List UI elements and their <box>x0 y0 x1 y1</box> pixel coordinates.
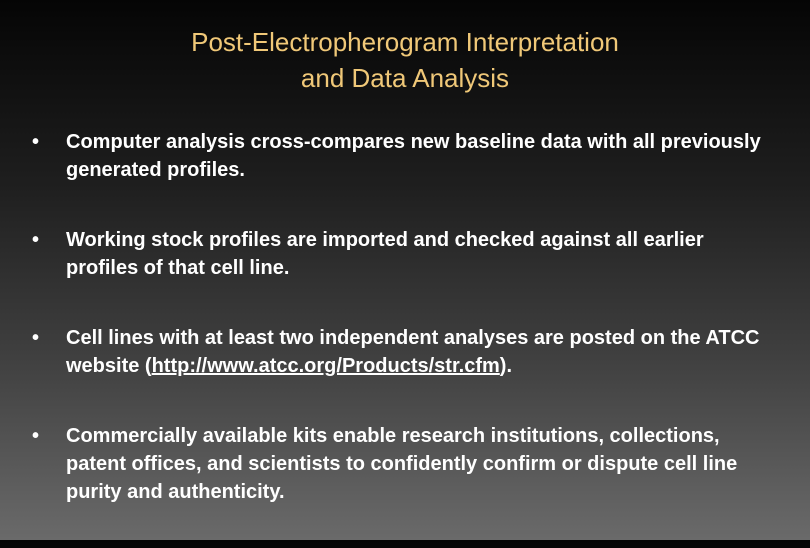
bullet-item <box>32 324 772 380</box>
bullet-text-after-link: ). <box>499 355 512 377</box>
bullet-dot: • <box>32 425 40 447</box>
bullet-text: Computer analysis cross-compares new baseline data with all previously generated profiles. <box>66 131 761 181</box>
bullet-text <box>66 327 759 377</box>
bullet-dot: • <box>32 327 40 349</box>
bullet-item <box>32 422 772 506</box>
bullet-dot: • <box>32 131 40 153</box>
bullet-text-before-link: Cell lines with at least two independent analyses are posted on the ATCC website ( <box>66 327 760 377</box>
atcc-website-link[interactable]: http://www.atcc.org/Products/str.cfm <box>151 355 500 377</box>
bullet-item <box>32 226 772 282</box>
slide-title-line-1: Post-Electropherogram Interpretation <box>191 27 619 57</box>
bullet-dot: • <box>32 229 40 251</box>
bullet-list <box>32 128 772 548</box>
bullet-text: Working stock profiles are imported and checked against all earlier profiles of that cell line. <box>66 229 704 279</box>
bullet-text: Commercially available kits enable research institutions, collections, patent offices, and scientists to confidently confirm or dispute cell line purity and authenticity. <box>66 425 738 503</box>
slide-title-line-2: and Data Analysis <box>300 63 510 93</box>
slide-title <box>0 24 810 96</box>
bullet-item <box>32 128 772 184</box>
